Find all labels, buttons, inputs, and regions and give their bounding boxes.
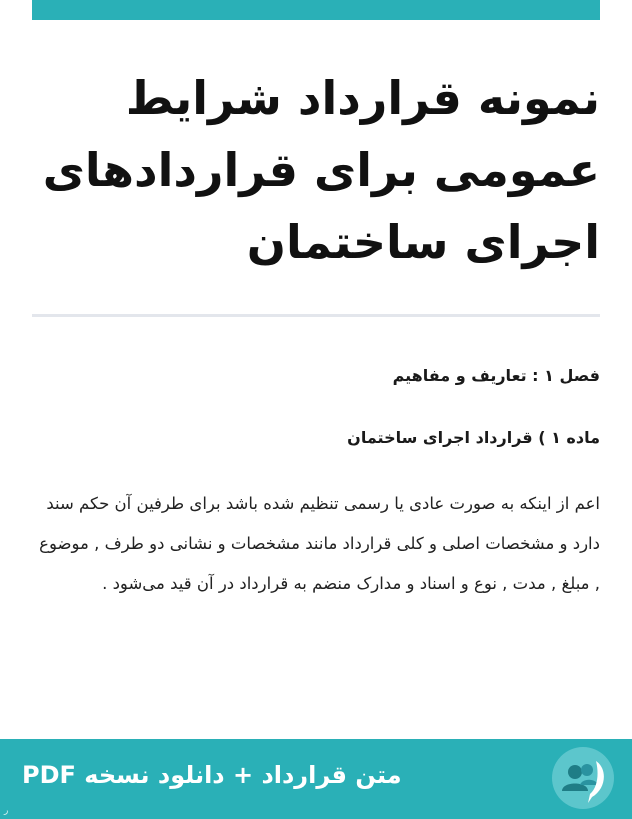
top-accent-bar [32, 0, 600, 20]
title-divider [32, 314, 600, 317]
article-heading: ماده ۱ ) قرارداد اجرای ساختمان [347, 428, 600, 447]
download-banner[interactable] [0, 739, 632, 819]
document-title: نمونه قرارداد شرایط عمومی برای قراردادهای اجرای ساختمان [42, 71, 600, 269]
users-chat-logo-icon [552, 747, 614, 809]
chapter-heading: فصل ۱ : تعاریف و مفاهیم [392, 366, 600, 385]
corner-mark: ر [4, 806, 9, 816]
article-body: اعم از اینکه به صورت عادی یا رسمی تنظیم شده باشد برای طرفین آن حکم سند دارد و مشخصات اصلی و کلی قرارداد مانند مشخصات و نشانی دو طرف , موضوع , مبلغ , مدت , نوع و اسناد و مدارک منضم به قرارداد در آن قید می‌شود . [39, 494, 600, 593]
banner-text[interactable]: متن قرارداد + دانلود نسخه PDF [22, 761, 402, 789]
